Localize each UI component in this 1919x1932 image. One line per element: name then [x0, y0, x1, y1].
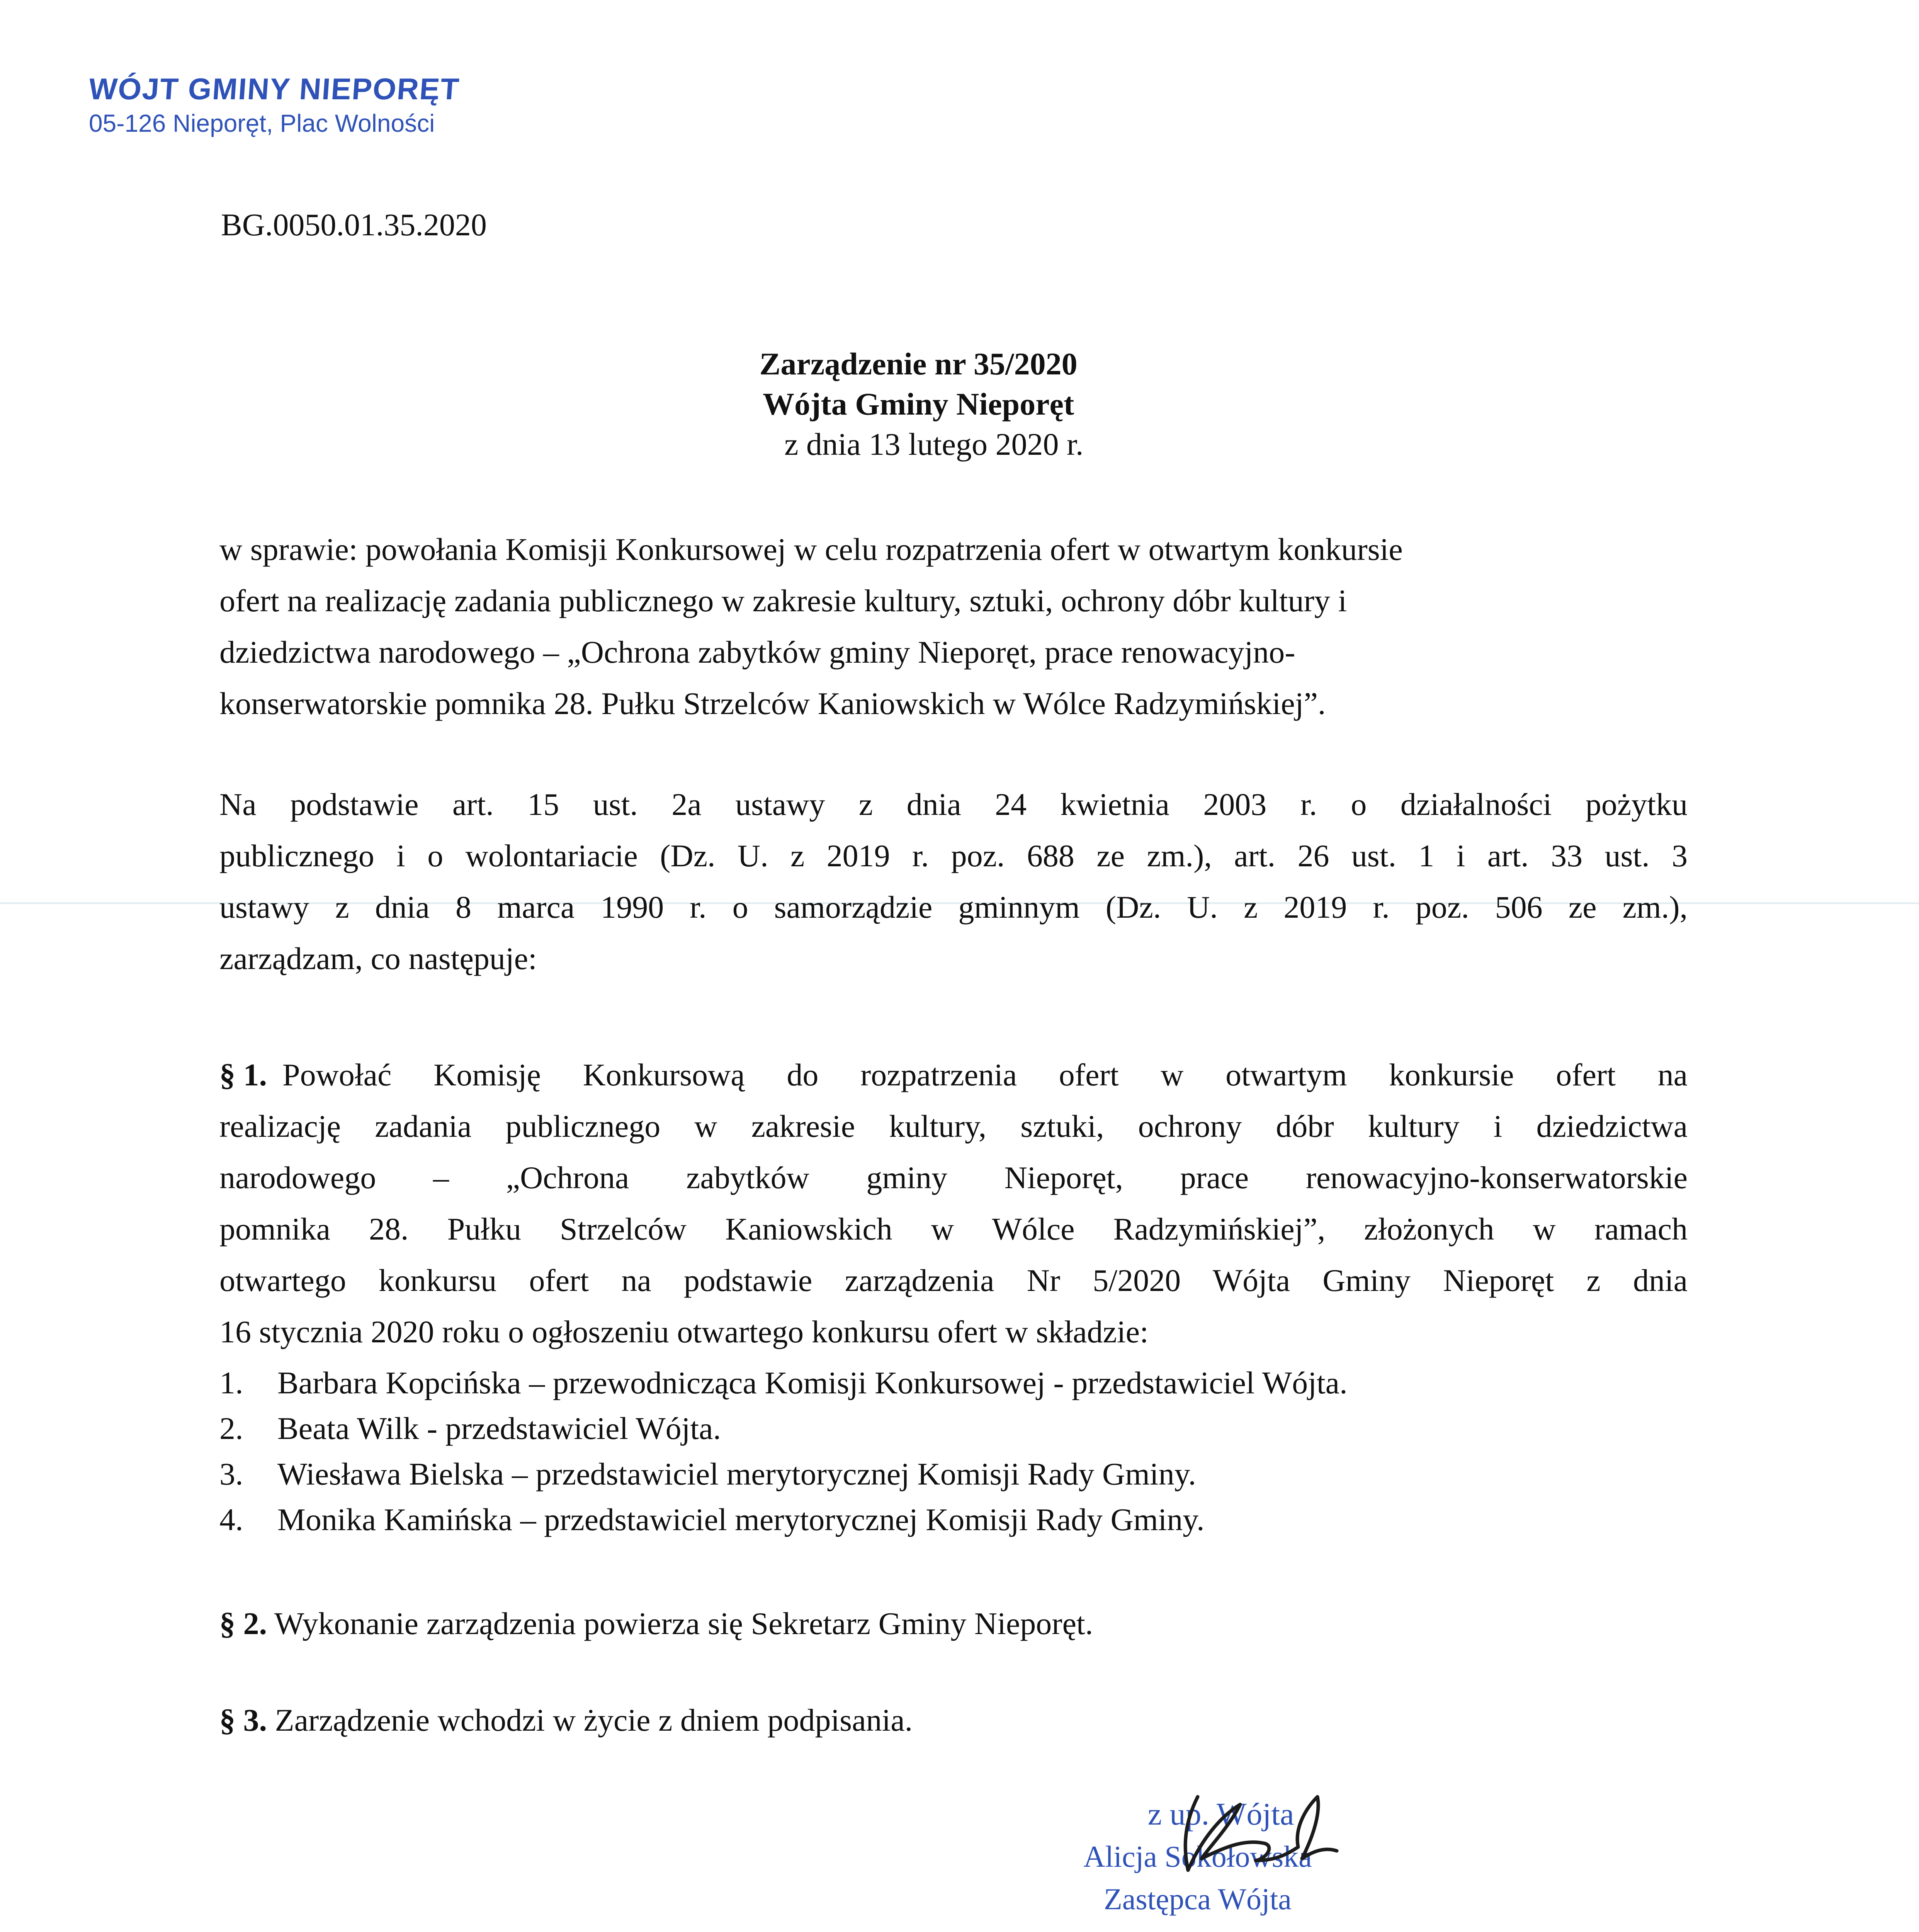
legal-basis-line: ustawy z dnia 8 marca 1990 r. o samorządzie gminnym (Dz. U. z 2019 r. poz. 506 ze zm.),: [219, 889, 1688, 925]
paragraph-1-line: otwartego konkursu ofert na podstawie zarządzenia Nr 5/2020 Wójta Gminy Nieporęt z dnia: [219, 1263, 1688, 1298]
paragraph-3-text: Zarządzenie wchodzi w życie z dniem podpisania.: [275, 1702, 913, 1738]
paragraph-2: [219, 1598, 1688, 1649]
list-item-text: Barbara Kopcińska – przewodnicząca Komisji Konkursowej - przedstawiciel Wójta.: [277, 1365, 1348, 1400]
paragraph-1-line: 16 stycznia 2020 roku o ogłoszeniu otwartego konkursu ofert w składzie:: [219, 1314, 1149, 1349]
paragraph-1: [219, 1049, 1688, 1357]
paragraph-1-line: narodowego – „Ochrona zabytków gminy Nieporęt, prace renowacyjno-konserwatorskie: [219, 1160, 1688, 1195]
signature-position: Zastępca Wójta: [1104, 1882, 1292, 1916]
paragraph-3: [219, 1694, 1688, 1746]
list-item-number: 3.: [219, 1456, 243, 1492]
office-stamp: [89, 71, 460, 138]
stamp-title: WÓJT GMINY NIEPORĘT: [87, 72, 461, 106]
subject-line: konserwatorskie pomnika 28. Pułku Strzelców Kaniowskich w Wólce Radzymińskiej”.: [219, 686, 1326, 721]
document-title: Zarządzenie nr 35/2020: [759, 346, 1078, 381]
list-item: [219, 1451, 1348, 1497]
paragraph-2-text: Wykonanie zarządzenia powierza się Sekretarz Gminy Nieporęt.: [274, 1606, 1093, 1641]
paragraph-1-marker: § 1.: [219, 1057, 267, 1092]
legal-basis-line: publicznego i o wolontariacie (Dz. U. z 2019 r. poz. 688 ze zm.), art. 26 ust. 1 i art. 33 ust. 3: [219, 838, 1688, 873]
list-item-number: 4.: [219, 1502, 243, 1537]
list-item: [219, 1406, 1348, 1451]
document-heading: [753, 344, 1083, 464]
subject-line: ofert na realizację zadania publicznego w zakresie kultury, sztuki, ochrony dóbr kultury i: [219, 583, 1347, 618]
paragraph-1-first-line: [219, 1049, 1688, 1100]
paragraph-1-line: realizację zadania publicznego w zakresie kultury, sztuki, ochrony dóbr kultury i dziedzictwa: [219, 1109, 1688, 1144]
subject-section: [219, 524, 1688, 729]
paragraph-3-marker: § 3.: [219, 1702, 267, 1738]
signature-block: [1043, 1793, 1352, 1920]
list-item-number: 2.: [219, 1411, 243, 1446]
signature-name: Alicja Sokołowska: [1083, 1840, 1312, 1873]
legal-basis-line: Na podstawie art. 15 ust. 2a ustawy z dnia 24 kwietnia 2003 r. o działalności pożytku: [219, 787, 1688, 822]
committee-member-list: [219, 1360, 1348, 1543]
document-issuer: Wójta Gminy Nieporęt: [763, 386, 1074, 422]
subject-line: dziedzictwa narodowego – „Ochrona zabytków gminy Nieporęt, prace renowacyjno-: [219, 634, 1295, 670]
paragraph-1-line: pomnika 28. Pułku Strzelców Kaniowskich w Wólce Radzymińskiej”, złożonych w ramach: [219, 1211, 1688, 1247]
list-item-number: 1.: [219, 1365, 243, 1400]
subject-line: w sprawie: powołania Komisji Konkursowej w celu rozpatrzenia ofert w otwartym konkursie: [219, 532, 1403, 567]
legal-basis-line: zarządzam, co następuje:: [219, 941, 537, 976]
document-date: z dnia 13 lutego 2020 r.: [784, 427, 1084, 462]
handwritten-signature-icon: [1151, 1781, 1352, 1882]
signature-authorization: z up. Wójta: [1147, 1796, 1294, 1832]
list-item-text: Beata Wilk - przedstawiciel Wójta.: [277, 1411, 721, 1446]
list-item: [219, 1497, 1348, 1543]
list-item: [219, 1360, 1348, 1406]
legal-basis-section: [219, 779, 1688, 984]
stamp-address: 05-126 Nieporęt, Plac Wolności: [89, 109, 435, 137]
list-item-text: Wiesława Bielska – przedstawiciel merytorycznej Komisji Rady Gminy.: [277, 1456, 1196, 1492]
paragraph-1-line: Powołać Komisję Konkursową do rozpatrzenia ofert w otwartym konkursie ofert na: [282, 1057, 1688, 1092]
paragraph-2-marker: § 2.: [219, 1606, 267, 1641]
list-item-text: Monika Kamińska – przedstawiciel merytorycznej Komisji Rady Gminy.: [277, 1502, 1205, 1537]
reference-number: BG.0050.01.35.2020: [221, 207, 487, 242]
